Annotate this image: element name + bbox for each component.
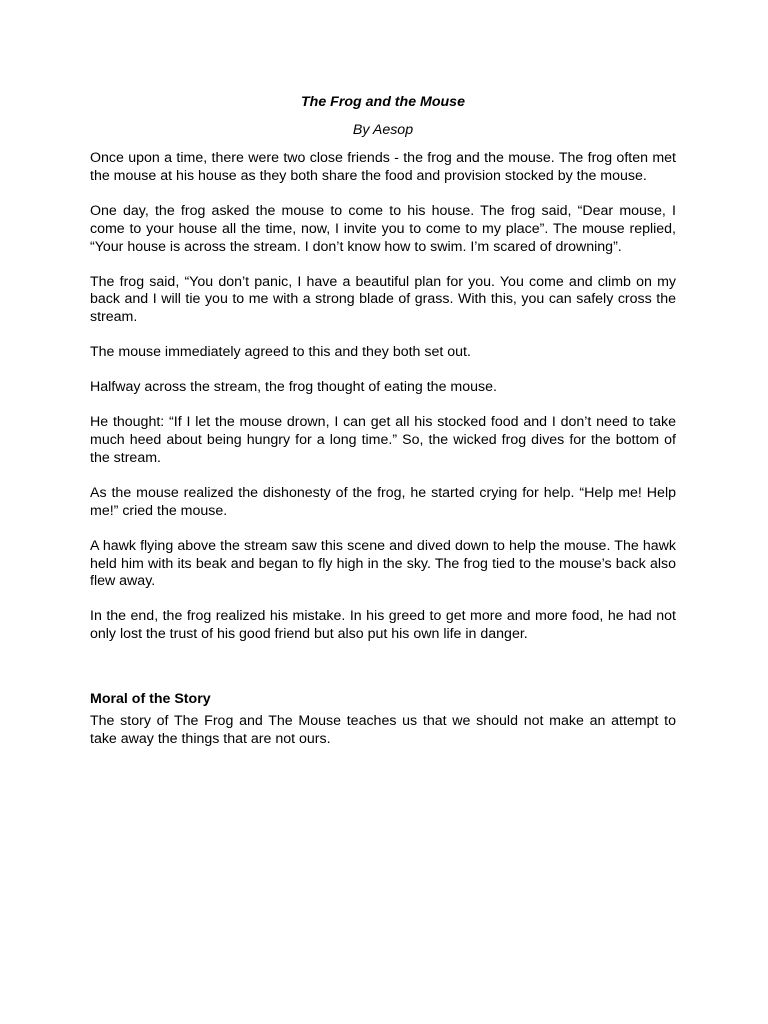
moral-heading: Moral of the Story: [90, 691, 211, 708]
story-body: [90, 150, 676, 644]
story-paragraph: In the end, the frog realized his mistake. In his greed to get more and more food, he had not only lost the trust of his good friend but also put his own life in danger.: [90, 608, 676, 643]
story-paragraph: The mouse immediately agreed to this and they both set out.: [90, 344, 471, 361]
moral-text: The story of The Frog and The Mouse teaches us that we should not make an attempt to take away the things that are not ours.: [90, 713, 676, 748]
story-paragraph: As the mouse realized the dishonesty of the frog, he started crying for help. “Help me! Help me!” cried the mouse.: [90, 484, 676, 519]
document-author: By Aesop: [352, 122, 414, 138]
story-paragraph: Once upon a time, there were two close friends - the frog and the mouse. The frog often met the mouse at his house as they both share the food and provision stocked by the mouse.: [90, 150, 676, 184]
story-paragraph: Halfway across the stream, the frog thought of eating the mouse.: [90, 379, 497, 396]
story-paragraph: A hawk flying above the stream saw this scene and dived down to help the mouse. The hawk held him with its beak and began to fly high in the sky. The frog tied to the mouse’s back also flew away.: [90, 537, 676, 590]
story-paragraph: The frog said, “You don’t panic, I have a beautiful plan for you. You come and climb on my back and I will tie you to me with a strong blade of grass. With this, you can safely cross the stream.: [90, 273, 676, 326]
document-title: The Frog and the Mouse: [301, 94, 465, 110]
story-paragraph: He thought: “If I let the mouse drown, I can get all his stocked food and I don’t need to take much heed about being hungry for a long time.” So, the wicked frog dives for the bottom of the stream.: [90, 414, 676, 466]
story-paragraph: One day, the frog asked the mouse to come to his house. The frog said, “Dear mouse, I come to your house all the time, now, I invite you to come to my place”. The mouse replied, “Your house is across the stream. I don’t know how to swim. I’m scared of drowning”.: [90, 202, 676, 255]
document-page: [90, 92, 676, 748]
